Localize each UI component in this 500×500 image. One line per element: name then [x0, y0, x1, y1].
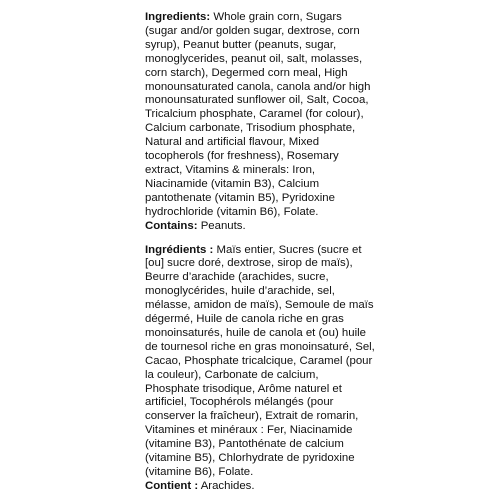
- french-contains-paragraph: [145, 480, 375, 494]
- ingredients-label: [145, 11, 375, 494]
- french-ingredients-heading: Ingrédients :: [145, 243, 214, 256]
- english-ingredients-block: [145, 11, 375, 234]
- english-contains-paragraph: [145, 220, 375, 234]
- english-ingredients-heading: Ingredients:: [145, 11, 211, 23]
- french-contains-heading: Contient :: [145, 479, 199, 492]
- french-ingredients-text: Maïs entier, Sucres (sucre et [ou] sucre doré, dextrose, sirop de maïs), Beurre d’arachide (arachides, sucre, monoglycérides, huile d’arachide, sel, mélasse, amidon de maïs), Semoule de maïs dégermé, Huile de canola riche en gras monoinsaturés, huile de canola et (ou) huile de tournesol riche en gras monoinsaturé, Sel, Cacao, Phosphate tricalcique, Caramel (pour la couleur), Carbonate de calcium, Phosphate trisodique, Arôme naturel et artificiel, Tocophérols mélangés (pour conserver la fraîcheur), Extrait de romarin, Vitamines et minéraux : Fer, Niacinamide (vitamine B3), Pantothénate de calcium (vitamine B5), Chlorhydrate de pyridoxine (vitamine B6), Folate.: [145, 243, 375, 478]
- french-ingredients-block: [145, 244, 375, 494]
- english-ingredients-paragraph: [145, 11, 375, 220]
- english-contains-text: Peanuts.: [200, 219, 246, 232]
- french-ingredients-paragraph: [145, 244, 375, 480]
- french-contains-text: Arachides.: [200, 479, 255, 492]
- english-contains-heading: Contains:: [145, 219, 198, 232]
- english-ingredients-text: Whole grain corn, Sugars (sugar and/or golden sugar, dextrose, corn syrup), Peanut butter (peanuts, sugar, monoglycerides, peanut oil, salt, molasses, corn starch), Degermed corn meal, High monounsaturated canola, canola and/or high monounsaturated sunflower oil, Salt, Cocoa, Tricalcium phosphate, Caramel (for colour), Calcium carbonate, Trisodium phosphate, Natural and artificial flavour, Mixed tocopherols (for freshness), Rosemary extract, Vitamins & minerals: Iron, Niacinamide (vitamin B3), Calcium pantothenate (vitamin B5), Pyridoxine hydrochloride (vitamin B6), Folate.: [145, 11, 371, 218]
